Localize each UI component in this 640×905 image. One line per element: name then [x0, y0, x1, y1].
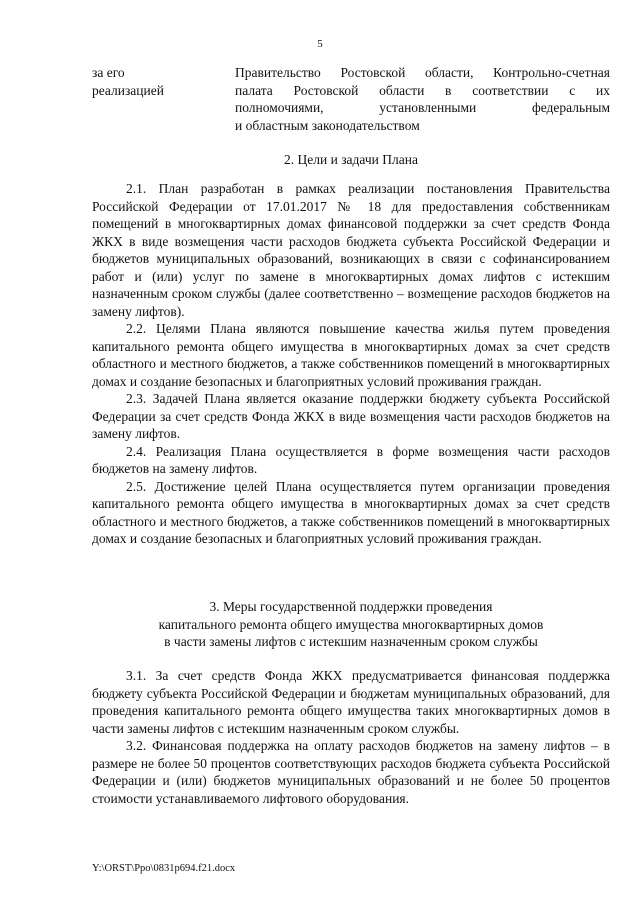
responsible-label-line: за его	[92, 65, 125, 80]
paragraph-2-3: 2.3. Задачей Плана является оказание поддержки бюджету субъекта Российской Федерации за счет средств Фонда ЖКХ в виде возмещения части расходов бюджетов на замену лифтов.	[92, 391, 610, 441]
paragraph-2-2: 2.2. Целями Плана являются повышение качества жилья путем проведения капитального ремонта общего имущества в многоквартирных домах за счет средств областного и местного бюджетов, а также собственников помещений в многоквартирных домах и создание безопасных и благоприятных условий проживания граждан.	[92, 321, 610, 389]
responsible-value	[235, 64, 610, 134]
section-2-title: 2. Цели и задачи Плана	[284, 152, 418, 167]
paragraph-2-4: 2.4. Реализация Плана осуществляется в форме возмещения части расходов бюджетов на замену лифтов.	[92, 443, 610, 476]
paragraph-2-1: 2.1. План разработан в рамках реализации постановления Правительства Российской Федерации от 17.01.2017 № 18 для предоставления собственникам помещений в многоквартирных домах финансовой поддержки за счет средств Фонда ЖКХ в виде возмещения части расходов бюджета субъекта Российской Федерации и бюджетов муниципальных образований, возникающих в связи с софинансированием работ и (или) услуг по замене в многоквартирных домах лифтов с истекшим назначенным сроком службы (далее соответственно – возмещение расходов бюджетов на замену лифтов).	[92, 181, 610, 319]
paragraph-3-2: 3.2. Финансовая поддержка на оплату расходов бюджетов на замену лифтов – в размере не более 50 процентов соответствующих расходов бюджета субъекта Российской Федерации и (или) бюджетов муниципальных образований и не более 50 процентов стоимости устанавливаемого лифтового оборудования.	[92, 738, 610, 806]
section-3-title-line: в части замены лифтов с истекшим назначенным сроком службы	[164, 634, 538, 649]
page-number: 5	[317, 38, 323, 50]
section-2-body	[92, 180, 610, 548]
paragraph-3-1: 3.1. За счет средств Фонда ЖКХ предусматривается финансовая поддержка бюджету субъекта Российской Федерации и бюджетам муниципальных образований, для проведения капитального ремонта общего имущества таких многоквартирных домов в части замены лифтов с истекшим назначенным сроком службы.	[92, 668, 610, 736]
section-3-body	[92, 667, 610, 807]
responsible-label-line: реализацией	[92, 82, 164, 98]
responsible-value-line: палата Ростовской области в соответствии с их	[235, 82, 610, 98]
paragraph-2-5: 2.5. Достижение целей Плана осуществляется путем организации проведения капитального ремонта общего имущества в многоквартирных домах за счет средств областного и местного бюджетов, а также собственников помещений в многоквартирных домах и создание безопасных и благоприятных условий проживания граждан.	[92, 478, 610, 546]
responsible-label	[92, 64, 222, 99]
responsible-value-line: Правительство Ростовской области, Контрольно-счетная	[235, 65, 610, 80]
responsible-value-line: полномочиями, установленными федеральным	[235, 100, 610, 115]
section-3-title-line: 3. Меры государственной поддержки проведения	[209, 599, 493, 614]
file-path-footer: Y:\ORST\Ppo\0831p694.f21.docx	[92, 863, 236, 874]
responsible-value-line: и областным законодательством	[235, 117, 420, 133]
section-3-title	[92, 598, 610, 651]
section-3-title-line: капитального ремонта общего имущества многоквартирных домов	[158, 616, 544, 632]
